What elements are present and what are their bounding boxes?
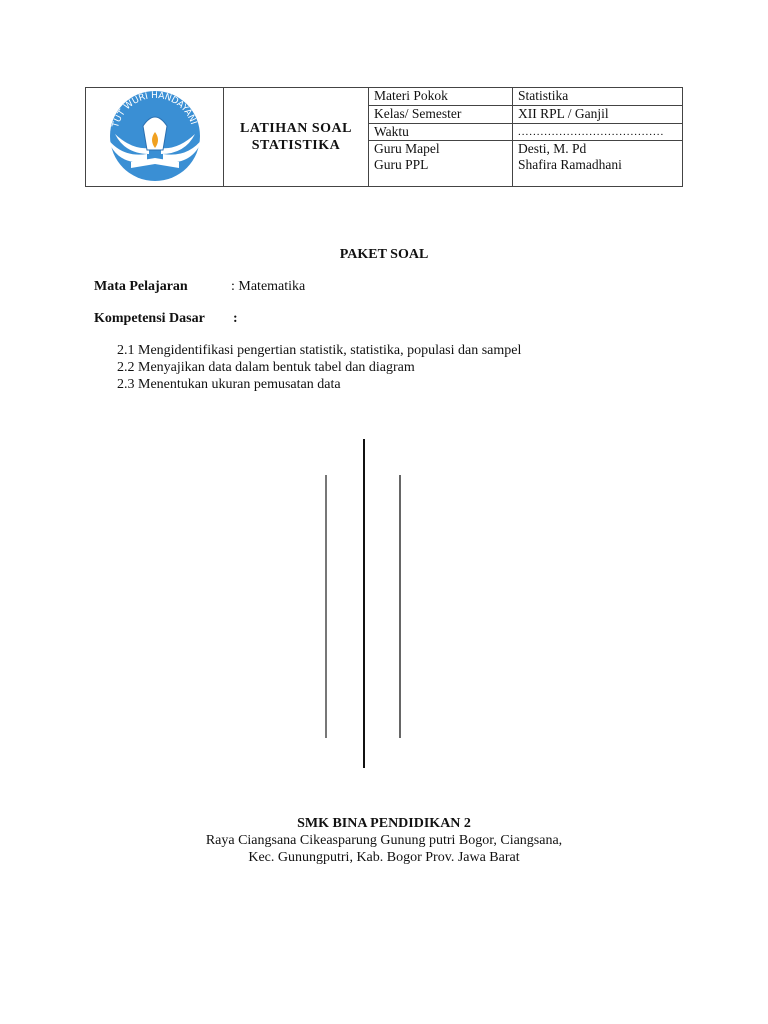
kd-item: 2.1 Mengidentifikasi pengertian statistik, statistika, populasi dan sampel <box>117 343 522 358</box>
label-materi-pokok: Materi Pokok <box>369 88 513 106</box>
title-line-2: STATISTIKA <box>251 138 341 153</box>
document-title <box>224 88 369 187</box>
label-guru-mapel: Guru Mapel <box>374 141 440 156</box>
value-materi-pokok: Statistika <box>513 88 683 106</box>
subject-label: Mata Pelajaran <box>94 279 188 294</box>
kd-list <box>117 342 521 393</box>
label-guru <box>369 141 513 187</box>
school-name: SMK BINA PENDIDIKAN 2 <box>297 816 471 831</box>
value-waktu: ....................................... <box>513 124 683 141</box>
label-kelas-semester: Kelas/ Semester <box>369 106 513 124</box>
school-address-line-2: Kec. Gunungputri, Kab. Bogor Prov. Jawa Barat <box>248 850 520 865</box>
kd-item: 2.2 Menyajikan data dalam bentuk tabel dan diagram <box>117 360 415 375</box>
title-line-1: LATIHAN SOAL <box>240 121 352 136</box>
paket-soal-heading: PAKET SOAL <box>339 247 429 262</box>
svg-text:TUT WURI HANDAYANI: TUT WURI HANDAYANI <box>110 90 198 129</box>
value-guru-ppl: Shafira Ramadhani <box>518 157 622 172</box>
school-footer <box>0 815 768 866</box>
label-guru-ppl: Guru PPL <box>374 157 429 172</box>
kd-label: Kompetensi Dasar <box>94 311 205 326</box>
header-table <box>85 87 683 187</box>
subject-value: : Matematika <box>231 279 306 294</box>
decorative-line-left <box>325 475 327 738</box>
school-address-line-1: Raya Ciangsana Cikeasparung Gunung putri Bogor, Ciangsana, <box>205 833 563 848</box>
value-kelas-semester: XII RPL / Ganjil <box>513 106 683 124</box>
value-guru <box>513 141 683 187</box>
tut-wuri-handayani-logo-icon <box>87 88 223 182</box>
kd-colon: : <box>233 311 238 326</box>
value-guru-mapel: Desti, M. Pd <box>518 141 587 156</box>
label-waktu: Waktu <box>369 124 513 141</box>
decorative-line-right <box>399 475 401 738</box>
kd-item: 2.3 Menentukan ukuran pemusatan data <box>117 377 341 392</box>
decorative-line-center <box>363 439 365 768</box>
logo-cell <box>86 88 224 187</box>
